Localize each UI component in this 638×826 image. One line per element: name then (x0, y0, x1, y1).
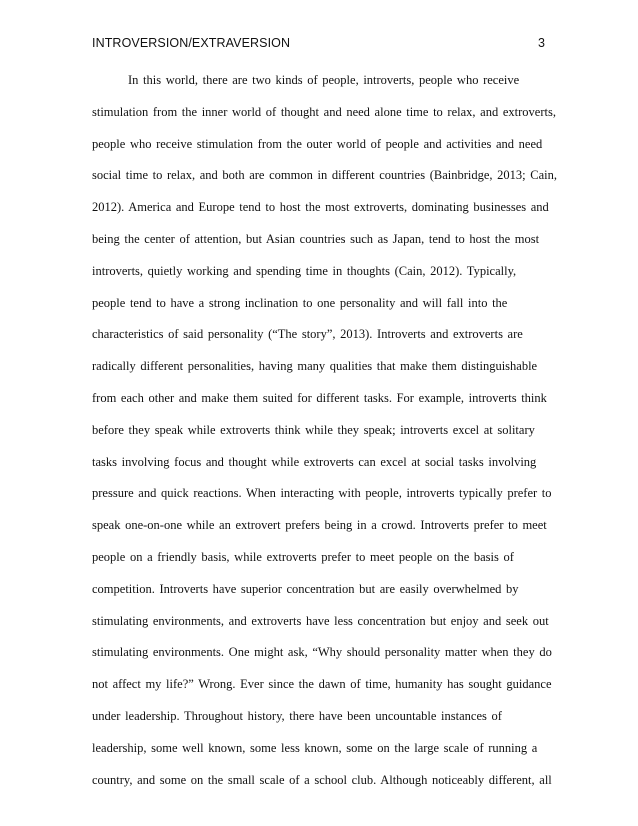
text-line: radically different personalities, having many qualities that make them distinguishable (92, 359, 538, 374)
text-line: introverts, quietly working and spending time in thoughts (Cain, 2012). Typically, (92, 263, 517, 278)
text-line: not affect my life?” Wrong. Ever since the dawn of time, humanity has sought guidance (92, 677, 552, 692)
text-line: leadership, some well known, some less known, some on the large scale of running a (92, 740, 538, 755)
text-line: stimulating environments. One might ask, “Why should personality matter when they do (92, 645, 552, 660)
text-line: characteristics of said personality (“The story”, 2013). Introverts and extroverts are (92, 327, 523, 342)
text-line: being the center of attention, but Asian countries such as Japan, tend to host the most (92, 231, 540, 246)
text-line: country, and some on the small scale of a school club. Although noticeably different, all (92, 772, 552, 787)
text-line: people on a friendly basis, while extroverts prefer to meet people on the basis of (92, 549, 514, 564)
text-line: tasks involving focus and thought while extroverts can excel at social tasks involving (92, 454, 537, 469)
text-line: In this world, there are two kinds of people, introverts, people who receive (128, 73, 520, 87)
page-number: 3 (538, 36, 545, 50)
text-line: stimulation from the inner world of thought and need alone time to relax, and extroverts, (92, 104, 556, 119)
text-line: before they speak while extroverts think while they speak; introverts excel at solitary (92, 422, 535, 437)
running-head: INTROVERSION/EXTRAVERSION (92, 36, 291, 50)
text-line: speak one-on-one while an extrovert prefers being in a crowd. Introverts prefer to meet (92, 518, 547, 533)
text-line: from each other and make them suited for different tasks. For example, introverts think (92, 390, 547, 405)
body-text (92, 70, 557, 801)
text-line: 2012). America and Europe tend to host the most extroverts, dominating businesses and (92, 200, 549, 215)
text-line: people tend to have a strong inclination to one personality and will fall into the (92, 295, 508, 310)
text-line: people who receive stimulation from the outer world of people and activities and need (92, 136, 543, 151)
text-line: competition. Introverts have superior concentration but are easily overwhelmed by (92, 581, 519, 596)
text-line: pressure and quick reactions. When interacting with people, introverts typically prefer to (92, 486, 552, 501)
text-line: under leadership. Throughout history, there have been uncountable instances of (92, 708, 502, 723)
text-line: stimulating environments, and extroverts have less concentration but enjoy and seek out (92, 613, 549, 628)
text-line: social time to relax, and both are common in different countries (Bainbridge, 2013; Cain, (92, 168, 557, 183)
